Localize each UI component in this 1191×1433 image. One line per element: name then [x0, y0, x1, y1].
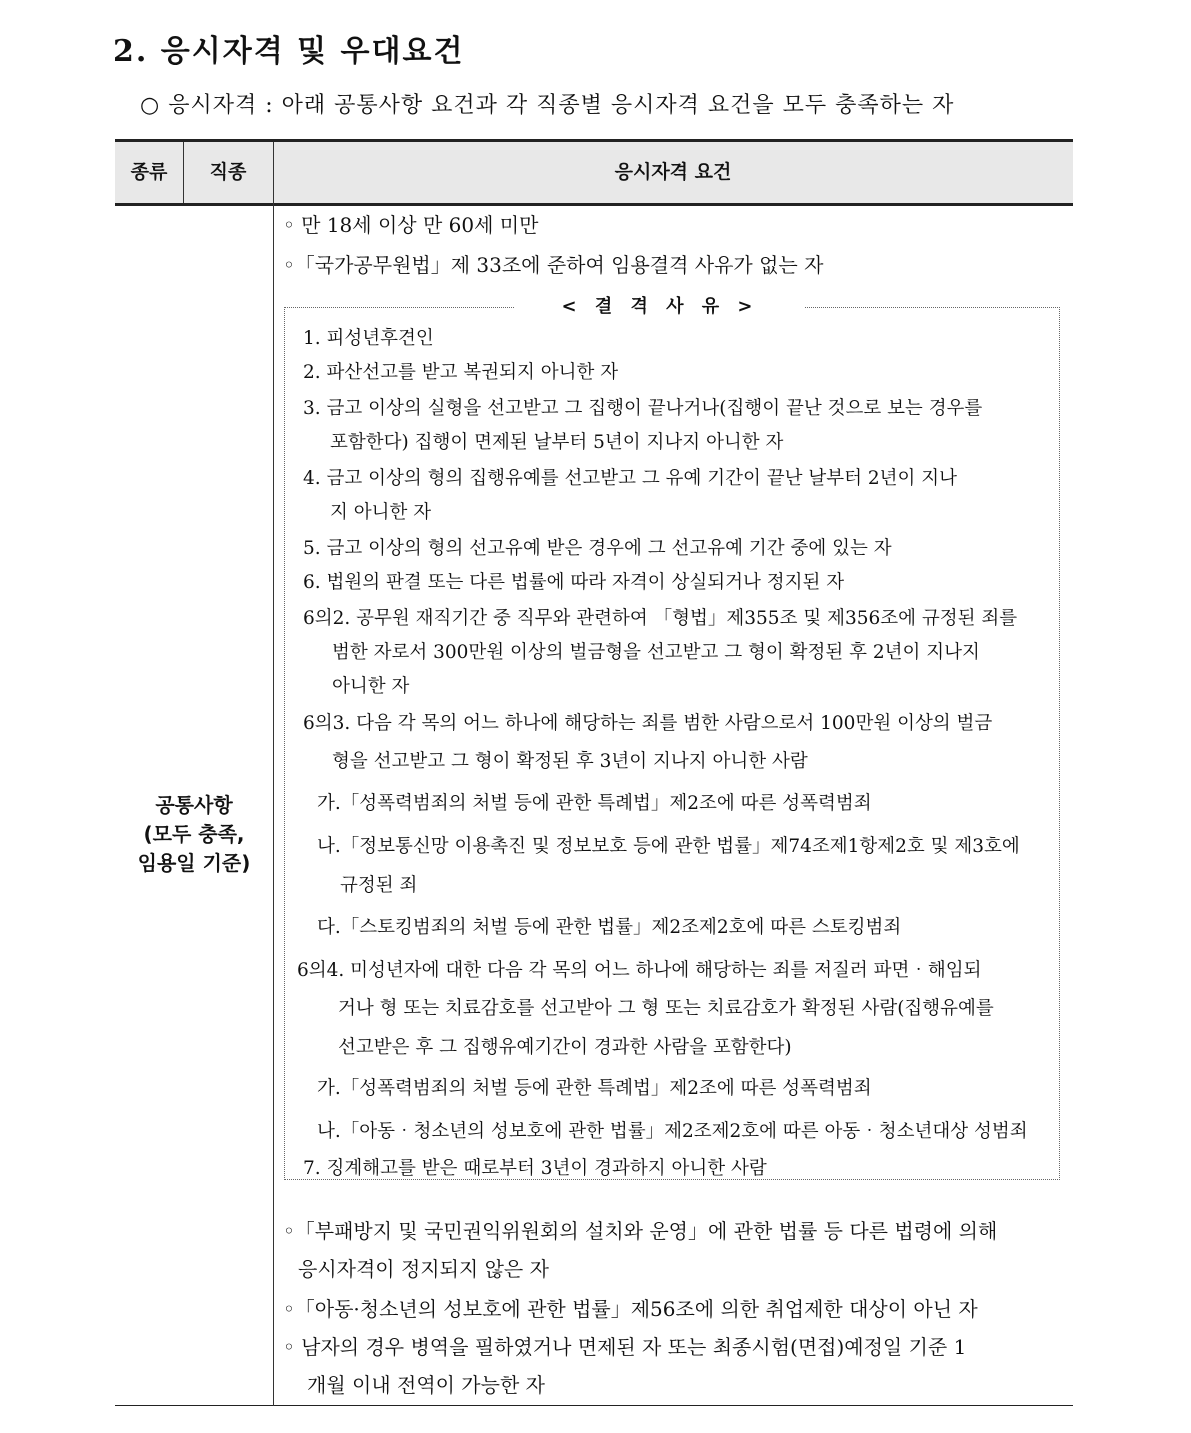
- disqualification-line: 아니한 자: [332, 676, 410, 697]
- disqualification-line: 선고받은 후 그 집행유예기간이 경과한 사람을 포함한다): [338, 1037, 792, 1058]
- disqualification-line: 3. 금고 이상의 실형을 선고받고 그 집행이 끝나거나(집행이 끝난 것으로 보는 경우를: [303, 398, 983, 419]
- table-header-rule: [115, 203, 1073, 206]
- column-divider: [273, 142, 274, 1406]
- disqualification-line: 6의2. 공무원 재직기간 중 직무와 관련하여 「형법」제355조 및 제356조에 규정된 죄를: [303, 608, 1018, 629]
- category-line: (모두 충족,: [143, 822, 245, 846]
- disqualification-line: 가.「성폭력범죄의 처벌 등에 관한 특례법」제2조에 따른 성폭력범죄: [317, 1078, 872, 1099]
- table-bottom-rule: [115, 1405, 1073, 1406]
- header-requirements: 응시자격 요건: [614, 161, 732, 183]
- disqualification-line: 6의3. 다음 각 목의 어느 하나에 해당하는 죄를 범한 사람으로서 100만원 이상의 벌금: [303, 713, 993, 734]
- disqualification-line: 다.「스토킹범죄의 처벌 등에 관한 법률」제2조제2호에 따른 스토킹범죄: [317, 917, 902, 938]
- disqualification-line: 6. 법원의 판결 또는 다른 법률에 따라 자격이 상실되거나 정지된 자: [303, 572, 845, 593]
- disqualification-line: 나.「정보통신망 이용촉진 및 정보보호 등에 관한 법률」제74조제1항제2호 및 제3호에: [317, 836, 1020, 857]
- disqualification-line: 규정된 죄: [340, 875, 418, 896]
- disqualification-line: 지 아니한 자: [330, 502, 432, 523]
- disqualification-line: 범한 자로서 300만원 이상의 벌금형을 선고받고 그 형이 확정된 후 2년이 지나지: [332, 642, 980, 663]
- disqualification-line: 5. 금고 이상의 형의 선고유예 받은 경우에 그 선고유예 기간 중에 있는 자: [303, 538, 892, 559]
- disqualification-line: 나.「아동‧청소년의 성보호에 관한 법률」제2조제2호에 따른 아동‧청소년대상 성범죄: [317, 1121, 1028, 1142]
- section-heading: 2. 응시자격 및 우대요건: [113, 34, 465, 69]
- disqualification-line: 7. 징계해고를 받은 때로부터 3년이 경과하지 아니한 사람: [303, 1158, 767, 1179]
- disqualification-line: 포함한다) 집행이 면제된 날부터 5년이 지나지 아니한 자: [330, 432, 784, 453]
- eligibility-table: [115, 139, 1073, 1406]
- category-cell: [115, 791, 273, 878]
- disqualification-line: 형을 선고받고 그 형이 확정된 후 3년이 지나지 아니한 사람: [332, 751, 808, 772]
- requirement-item: ◦「부패방지 및 국민권익위원회의 설치와 운영」에 관한 법률 등 다른 법령에 의해: [283, 1219, 998, 1243]
- header-category: 종류: [130, 161, 168, 183]
- category-line: 공통사항: [155, 793, 233, 817]
- eligibility-intro: ○ 응시자격 : 아래 공통사항 요건과 각 직종별 응시자격 요건을 모두 충족하는 자: [140, 93, 955, 118]
- disqualification-line: 2. 파산선고를 받고 복권되지 아니한 자: [303, 362, 619, 383]
- requirement-item: ◦ 만 18세 이상 만 60세 미만: [283, 213, 539, 237]
- header-job: 직종: [209, 161, 247, 183]
- disqualification-title: < 결 격 사 유 >: [515, 292, 805, 318]
- requirement-item: 개월 이내 전역이 가능한 자: [307, 1373, 545, 1397]
- disqualification-line: 6의4. 미성년자에 대한 다음 각 목의 어느 하나에 해당하는 죄를 저질러 파면‧해임되: [297, 960, 982, 981]
- category-line: 임용일 기준): [137, 851, 251, 875]
- requirement-item: ◦「아동·청소년의 성보호에 관한 법률」제56조에 의한 취업제한 대상이 아닌 자: [283, 1297, 978, 1321]
- disqualification-line: 거나 형 또는 치료감호를 선고받아 그 형 또는 치료감호가 확정된 사람(집행유예를: [338, 998, 994, 1019]
- disqualification-box: [284, 296, 1060, 1180]
- requirement-item: ◦「국가공무원법」제 33조에 준하여 임용결격 사유가 없는 자: [283, 253, 824, 277]
- disqualification-line: 1. 피성년후견인: [303, 328, 434, 349]
- requirement-item: ◦ 남자의 경우 병역을 필하였거나 면제된 자 또는 최종시험(면접)예정일 기준 1: [283, 1335, 967, 1359]
- disqualification-line: 가.「성폭력범죄의 처벌 등에 관한 특례법」제2조에 따른 성폭력범죄: [317, 793, 872, 814]
- requirement-item: 응시자격이 정지되지 않은 자: [298, 1257, 549, 1281]
- disqualification-line: 4. 금고 이상의 형의 집행유예를 선고받고 그 유예 기간이 끝난 날부터 2년이 지나: [303, 468, 957, 489]
